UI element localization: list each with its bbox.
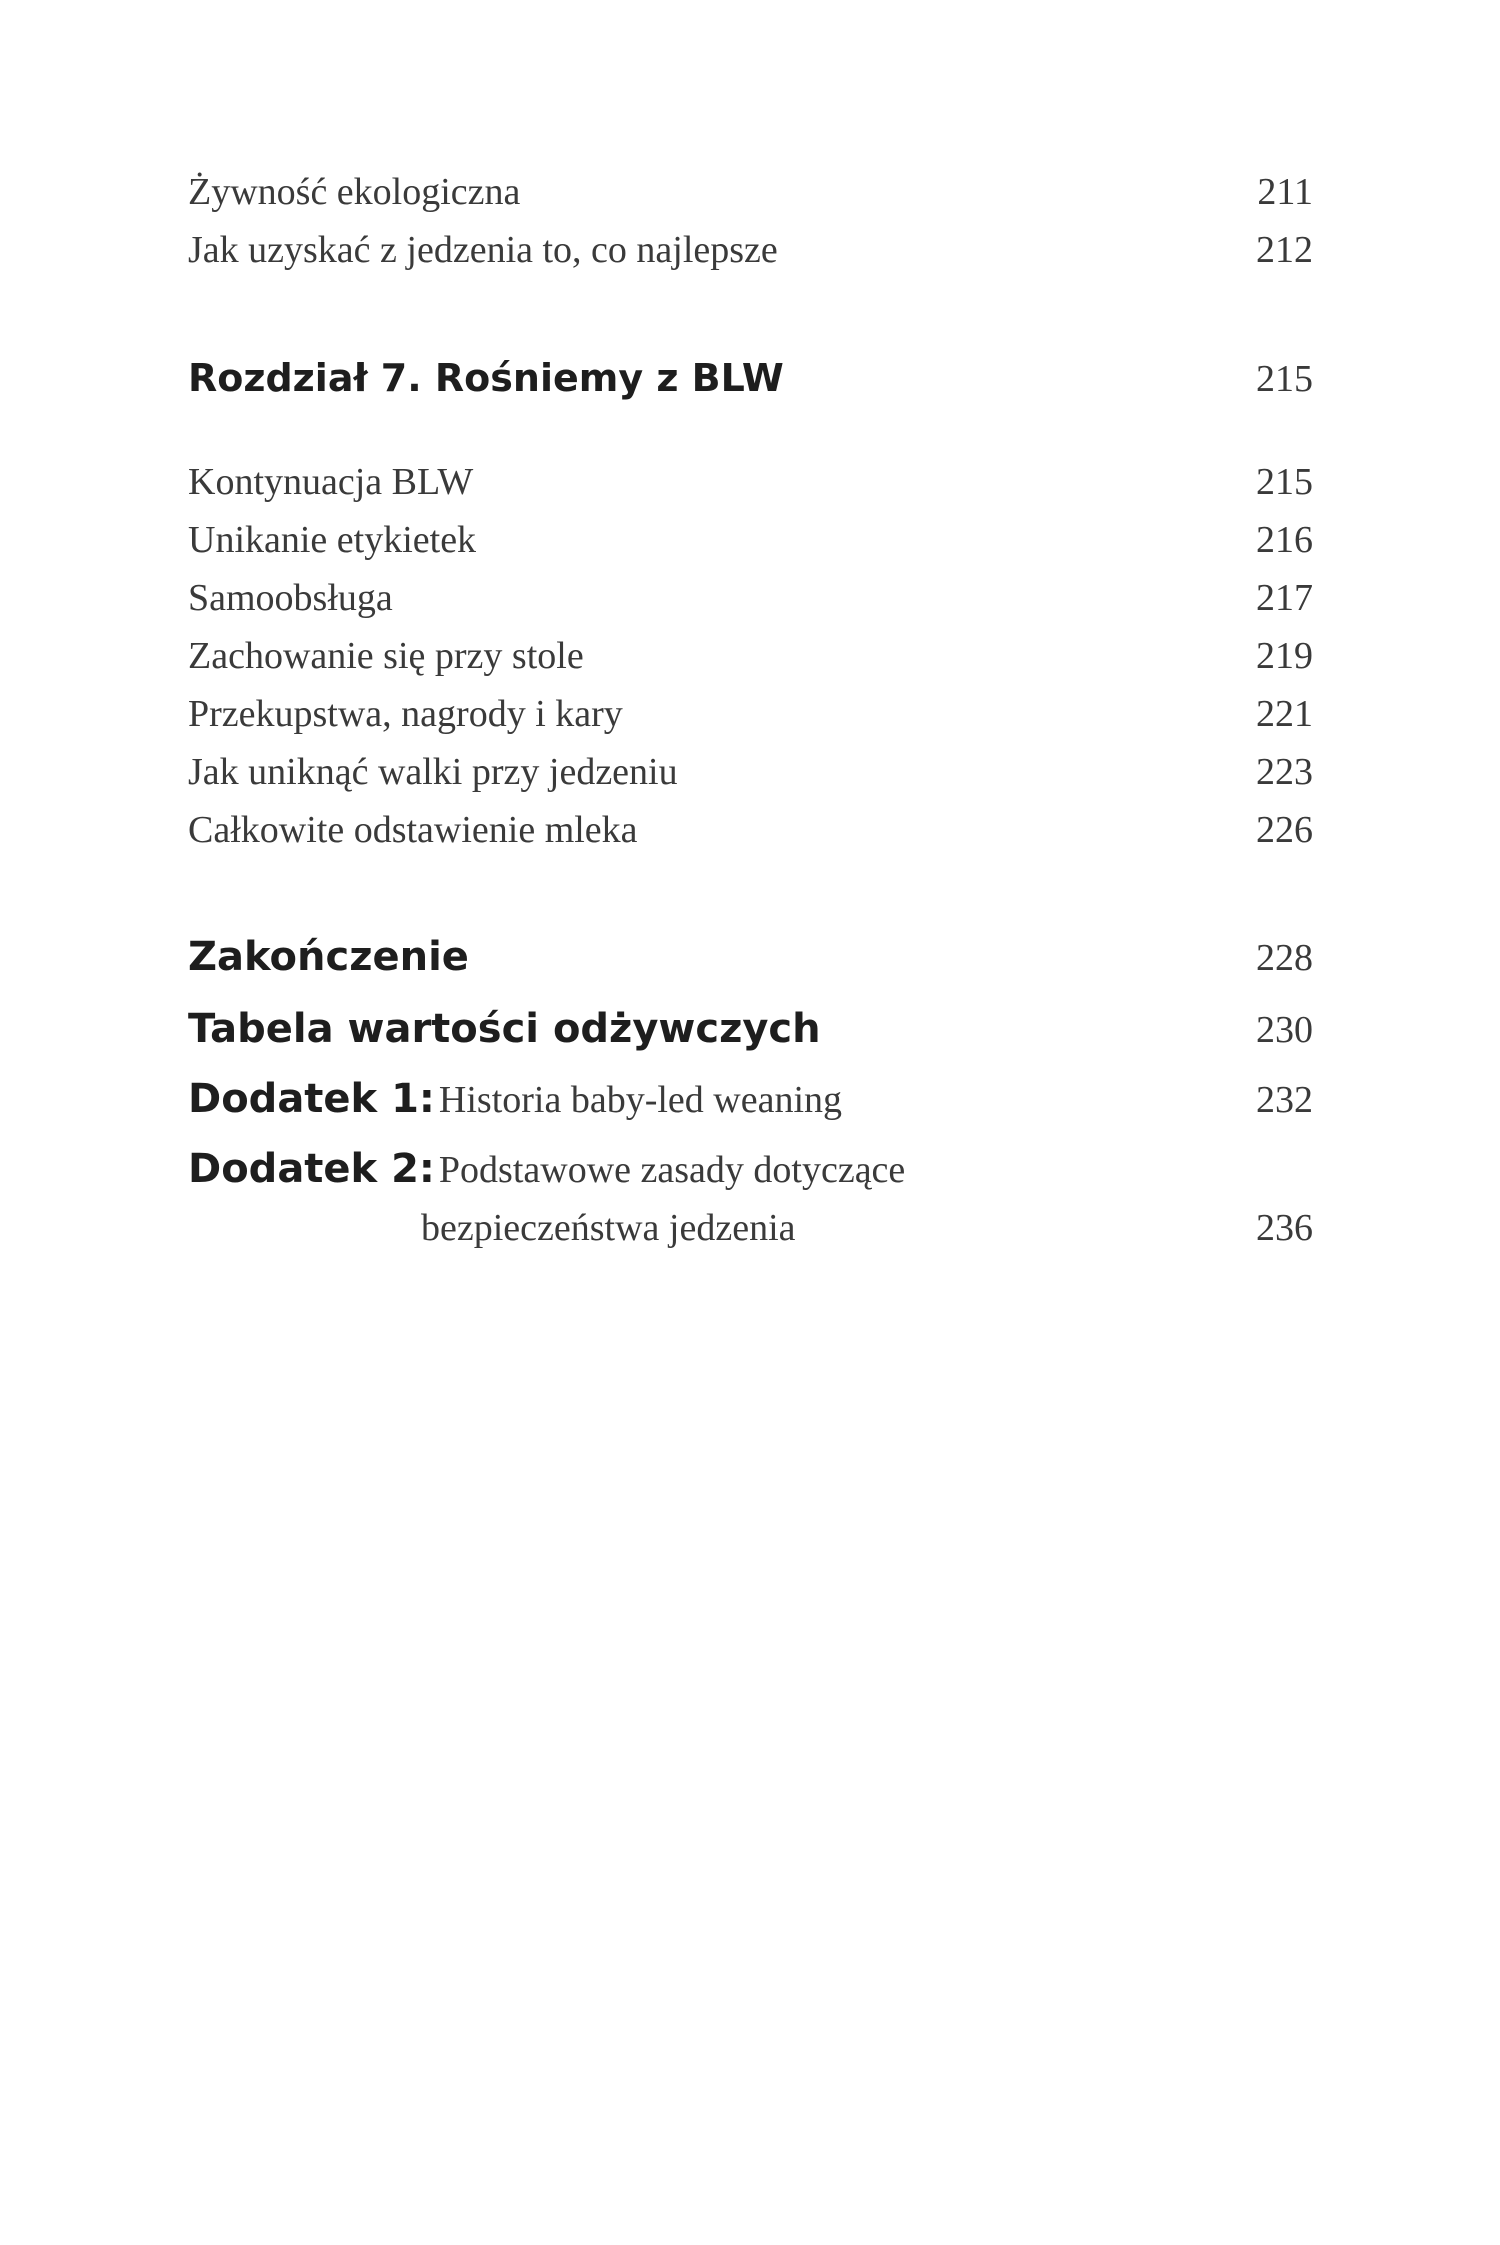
toc-section-heading: [188, 934, 1313, 980]
toc-entry-title: Jak uniknąć walki przy jedzeniu: [188, 751, 678, 793]
table-title: Tabela wartości odżywczych: [188, 1006, 821, 1052]
toc-entry: [188, 170, 1313, 214]
toc-appendix: [188, 1076, 1313, 1122]
toc-entry: [188, 576, 1313, 620]
toc-entry-page: 211: [1257, 171, 1313, 213]
toc-entry-page: 215: [1256, 461, 1313, 503]
toc-appendix-continuation: [188, 1206, 1313, 1250]
toc-entry-page: 212: [1256, 229, 1313, 271]
toc-entry-page: 221: [1256, 693, 1313, 735]
toc-entry-title: Kontynuacja BLW: [188, 461, 474, 503]
toc-entry: [188, 460, 1313, 504]
appendix-title-line2: bezpieczeństwa jedzenia: [421, 1207, 796, 1249]
toc-entry: [188, 750, 1313, 794]
table-page: 230: [1256, 1009, 1313, 1051]
toc-section-heading: [188, 1006, 1313, 1052]
appendix-prefix: Dodatek 1:: [188, 1076, 435, 1122]
toc-entry-title: Całkowite odstawienie mleka: [188, 809, 638, 851]
toc-entry: [188, 808, 1313, 852]
toc-entry-title: Samoobsługa: [188, 577, 393, 619]
appendix-prefix: Dodatek 2:: [188, 1146, 435, 1192]
toc-entry-page: 216: [1256, 519, 1313, 561]
appendix-title-line1: Podstawowe zasady dotyczące: [438, 1149, 906, 1191]
ending-page: 228: [1256, 937, 1313, 979]
toc-entry-page: 219: [1256, 635, 1313, 677]
toc-entry-title: Żywność ekologiczna: [188, 171, 521, 213]
toc-entry-page: 217: [1256, 577, 1313, 619]
toc-entry-title: Jak uzyskać z jedzenia to, co najlepsze: [188, 229, 778, 271]
toc-entry: [188, 634, 1313, 678]
appendix-page: 236: [1256, 1207, 1313, 1249]
toc-entry: [188, 228, 1313, 272]
ending-title: Zakończenie: [188, 934, 469, 980]
appendix-title: Historia baby-led weaning: [438, 1079, 843, 1121]
toc-chapter-heading: [188, 356, 1313, 401]
toc-entry-title: Przekupstwa, nagrody i kary: [188, 693, 623, 735]
appendix-page: 232: [1256, 1079, 1313, 1121]
chapter-title: Rozdział 7. Rośniemy z BLW: [188, 356, 784, 400]
toc-entry: [188, 518, 1313, 562]
toc-appendix: [188, 1146, 1313, 1192]
toc-entry: [188, 692, 1313, 736]
toc-entry-page: 226: [1256, 809, 1313, 851]
toc-entry-title: Zachowanie się przy stole: [188, 635, 584, 677]
toc-entry-page: 223: [1256, 751, 1313, 793]
toc-entry-title: Unikanie etykietek: [188, 519, 477, 561]
chapter-page: 215: [1256, 358, 1313, 400]
